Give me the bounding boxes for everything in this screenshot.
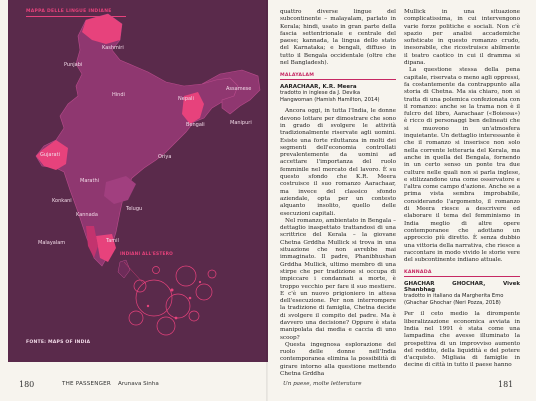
label-gujarati: Gujarati xyxy=(40,152,60,158)
diaspora-circle xyxy=(176,266,196,286)
running-head-right: Un paese, molte letterature xyxy=(283,381,362,387)
india-map xyxy=(16,0,268,340)
paragraph: Nel romanzo, ambientato in Bengala – dettaglio inaspettato trattandosi di una scrittrice del Kerala – la giovane Chetna Grddha Mullick si trova in una situazione che non avrebbe mai immaginato. Il padre, Phanibhushan Grddha Mullick, ultimo membro di una stirpe che per tradizione si occupa di impiccare i condannati a morte, è troppo vecchio per fare il suo mestiere. E c'è un nuovo prigioniero in attesa dell'esecuzione. Per non interrompere la tradizione di famiglia, Chetna decide di svolgere il compito del padre. Ma è davvero una decisione? Oppure è stata manipolata dai media e caccia di uno scoop? xyxy=(280,217,396,341)
diaspora-dot xyxy=(199,281,201,283)
label-nepali: Nepali xyxy=(178,96,194,102)
series-title: THE PASSENGER xyxy=(62,381,111,387)
paragraph: Ancora oggi, in tutta l'India, le donne devono lottare per dimostrare che sono in grado di svolgere le attività tradizionalmente riservate agli uomini. Esiste una forte riluttanza in molti dei segmenti dell'economia controllati prevalentemente da uomini ad accettare l'importanza del ruolo femminile nel mercato del lavoro. È su questo sfondo che K.R. Meera costruisce il suo romanzo Aarachaar, ma invece del classico sfondo aziendale, opta per un contesto alquanto insolito, quello delle esecuzioni capitali. xyxy=(280,108,396,217)
diaspora-circle xyxy=(166,294,190,318)
paragraph: Mullick in una situazione complicatissima, in cui intervengono varie forze politiche e sociali. Non c'è spazio per analisi accademiche sofisticate in questo romanzo crudo, inesorabile, che ricostruisce abilmente il teatro caotico in cui il dramma si dipana. xyxy=(404,9,520,67)
section-heading: KANNADA xyxy=(404,270,520,277)
diaspora-dot xyxy=(171,289,174,292)
diaspora-circle xyxy=(189,311,199,321)
language-map-panel xyxy=(8,0,268,362)
label-telugu: Telugu xyxy=(126,206,143,212)
author-name: Arunava Sinha xyxy=(118,381,159,387)
diaspora-circle xyxy=(208,270,216,278)
label-kashmiri: Kashmiri xyxy=(102,45,124,51)
label-konkani: Konkani xyxy=(52,198,72,204)
book-title: GHACHAR GHOCHAR, Vivek Shanbhag xyxy=(404,281,520,294)
diaspora-dot xyxy=(175,317,178,320)
label-kannada: Kannada xyxy=(76,212,98,218)
text-column-2 xyxy=(404,9,520,370)
label-diaspora: INDIANI ALL'ESTERO xyxy=(120,252,173,257)
diaspora-dot xyxy=(189,297,192,300)
label-tamil: Tamil xyxy=(106,238,119,244)
book-title: AARACHAAR, K.R. Meera xyxy=(280,84,357,91)
label-hindi: Hindi xyxy=(112,92,125,98)
india-mainland xyxy=(36,14,238,266)
text-column-1 xyxy=(280,9,396,378)
label-malayalam: Malayalam xyxy=(38,240,66,246)
label-punjabi: Punjabi xyxy=(64,62,83,68)
book-translator: tradotto in italiano da Margherita Emo xyxy=(404,293,504,300)
label-manipuri: Manipuri xyxy=(230,120,252,126)
paragraph: La questione stessa della pena capitale, riservata o meno agli oppressi, fa costantemente da contrappunto alla storia di Chetna. Ma sia chiaro, non si tratta di una polemica confezionata con il romanzo: anche se la trama non è il fulcro del libro, Aarachaar («Boiessa») è ricco di personaggi ben delineati che si muovono in un'atmosfera inquietante. Un dettaglio interessante è che il romanzo si inserisce non solo nella corrente letteraria del Kerala, ma anche in quella del Bengala, fornendo in un certo senso un ponte tra due culture nelle quali non si parla inglese, e stilizzandone una come osservatore e l'altra come campo d'azione. Anche se a prima vista sembra improbabile, considerando l'argomento, il romanzo di Meera riesce a descrivere ed elaborare il tema del femminismo in India meglio di altre opere contemporanee che adottano un approccio più diretto. È senza dubbio una vittoria della narrativa, che riesce a raccontare in modo vivido le storie vere del subcontinente indiano attuale. xyxy=(404,67,520,264)
diaspora-circle xyxy=(157,317,175,335)
map-source: FONTE: MAPS OF INDIA xyxy=(26,340,91,345)
paragraph: quattro diverse lingue del subcontinente – malayalam, parlato in Kerala; hindi, usato in gran parte della fascia settentrionale e centrale del paese; kannada, la lingua dello stato del Karnataka; e bengali, diffuso in tutto il Bengala occidentale (oltre che nel Bangladesh). xyxy=(280,9,396,67)
book-edition: (Ghachar Ghochar (Neri Pozza, 2018) xyxy=(404,299,501,306)
map-title: MAPPA DELLE LINGUE INDIANE xyxy=(26,9,112,14)
book-edition: Hangwoman (Hamish Hamilton, 2014) xyxy=(280,96,380,103)
label-bengali: Bengali xyxy=(186,122,205,128)
label-oriya: Oriya xyxy=(158,154,172,160)
paragraph: Questa ingegnosa esplorazione del ruolo delle donne nell'India contemporanea elimina la possibilità di girare intorno alla questione mettendo Chetna Grddha xyxy=(280,341,396,378)
page-number-left: 180 xyxy=(19,380,35,389)
paragraph: Per il ceto medio la dirompente liberalizzazione economica avviata in India nel 1991 è stata come una lampadina che avesse illuminato la prospettiva di un improvviso aumento del reddito, della liquidità e del potere d'acquisto. Migliaia di famiglie in decine di città in tutto il paese hanno xyxy=(404,311,520,369)
diaspora-circle xyxy=(196,284,212,300)
book-translator: tradotto in inglese da J. Devika xyxy=(280,90,361,97)
sri-lanka xyxy=(118,260,130,278)
section-heading: MALAYALAM xyxy=(280,73,396,80)
diaspora-circle xyxy=(129,311,143,325)
diaspora-circle xyxy=(134,280,146,292)
diaspora-circle xyxy=(153,267,160,274)
label-assamese: Assamese xyxy=(226,86,252,92)
label-marathi: Marathi xyxy=(80,178,100,184)
page-number-right: 181 xyxy=(498,380,514,389)
diaspora-dot xyxy=(147,305,149,307)
